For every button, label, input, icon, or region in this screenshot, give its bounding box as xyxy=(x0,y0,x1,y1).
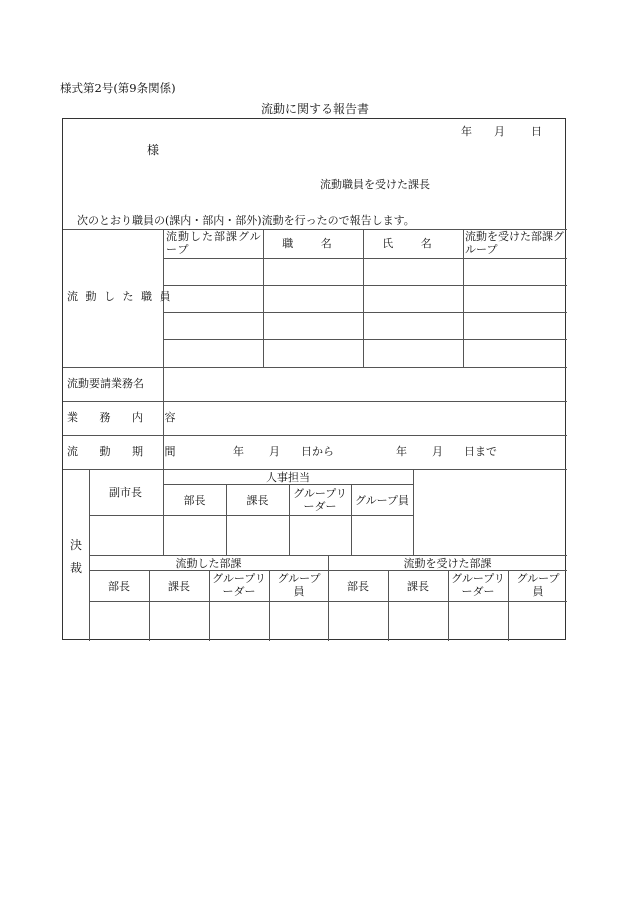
hr-col-director: 部長 xyxy=(183,494,206,507)
divider xyxy=(413,469,414,555)
vice-mayor-label: 副市長 xyxy=(109,486,142,499)
form-number: 様式第2号(第9条関係) xyxy=(60,81,176,95)
col-header-name: 氏 名 xyxy=(382,237,444,250)
divider xyxy=(508,570,509,641)
hr-col-group-member: グループ員 xyxy=(354,494,410,507)
col-header-job-title: 職 名 xyxy=(282,237,344,250)
date-month-label: 月 xyxy=(494,125,505,138)
period-from-month: 月 xyxy=(269,445,280,458)
divider xyxy=(63,469,567,470)
to-col-group-member: グループ員 xyxy=(516,572,560,599)
divider xyxy=(163,258,567,259)
divider xyxy=(63,367,567,368)
from-col-director: 部長 xyxy=(108,580,130,593)
sender-title: 流動職員を受けた課長 xyxy=(320,178,430,191)
from-dept-title: 流動した部課 xyxy=(175,557,242,570)
divider xyxy=(63,435,567,436)
hr-col-group-leader: グループリーダー xyxy=(293,487,347,514)
to-dept-title: 流動を受けた部課 xyxy=(403,557,492,570)
to-col-director: 部長 xyxy=(347,580,369,593)
work-content-label: 業 務 内 容 xyxy=(67,411,185,424)
from-col-group-member: グループ員 xyxy=(277,572,321,599)
divider xyxy=(89,601,567,602)
divider xyxy=(163,339,567,340)
to-col-manager: 課長 xyxy=(407,580,429,593)
staff-row-label: 流 動 し た 職 員 xyxy=(67,290,173,303)
from-col-manager: 課長 xyxy=(168,580,190,593)
to-col-group-leader: グループリーダー xyxy=(451,572,505,599)
period-to-year: 年 xyxy=(396,445,407,458)
divider xyxy=(448,570,449,641)
addressee-suffix: 様 xyxy=(147,143,160,157)
period-to-month: 月 xyxy=(432,445,443,458)
divider xyxy=(269,570,270,641)
col-header-from-group: 流動した部課グループ xyxy=(166,230,262,257)
date-day-label: 日 xyxy=(531,125,542,138)
hr-col-manager: 課長 xyxy=(246,494,269,507)
divider xyxy=(63,401,567,402)
report-form xyxy=(62,118,566,640)
hr-title: 人事担当 xyxy=(266,471,310,484)
divider xyxy=(463,229,464,367)
period-from-day: 日から xyxy=(301,445,334,458)
from-col-group-leader: グループリーダー xyxy=(212,572,266,599)
request-name-label: 流動要請業務名 xyxy=(67,377,144,390)
divider xyxy=(289,484,290,555)
divider xyxy=(89,515,413,516)
approval-label-1: 決 xyxy=(70,538,83,552)
report-title: 流動に関する報告書 xyxy=(260,102,369,116)
report-statement: 次のとおり職員の(課内・部内・部外)流動を行ったので報告します。 xyxy=(77,214,415,227)
col-header-to-group: 流動を受けた部課グループ xyxy=(465,230,564,257)
period-label: 流 動 期 間 xyxy=(67,445,185,458)
divider xyxy=(209,570,210,641)
approval-label-2: 裁 xyxy=(70,561,83,575)
date-year-label: 年 xyxy=(461,125,472,138)
divider xyxy=(163,285,567,286)
divider xyxy=(163,312,567,313)
period-to-day: 日まで xyxy=(464,445,497,458)
period-from-year: 年 xyxy=(233,445,244,458)
